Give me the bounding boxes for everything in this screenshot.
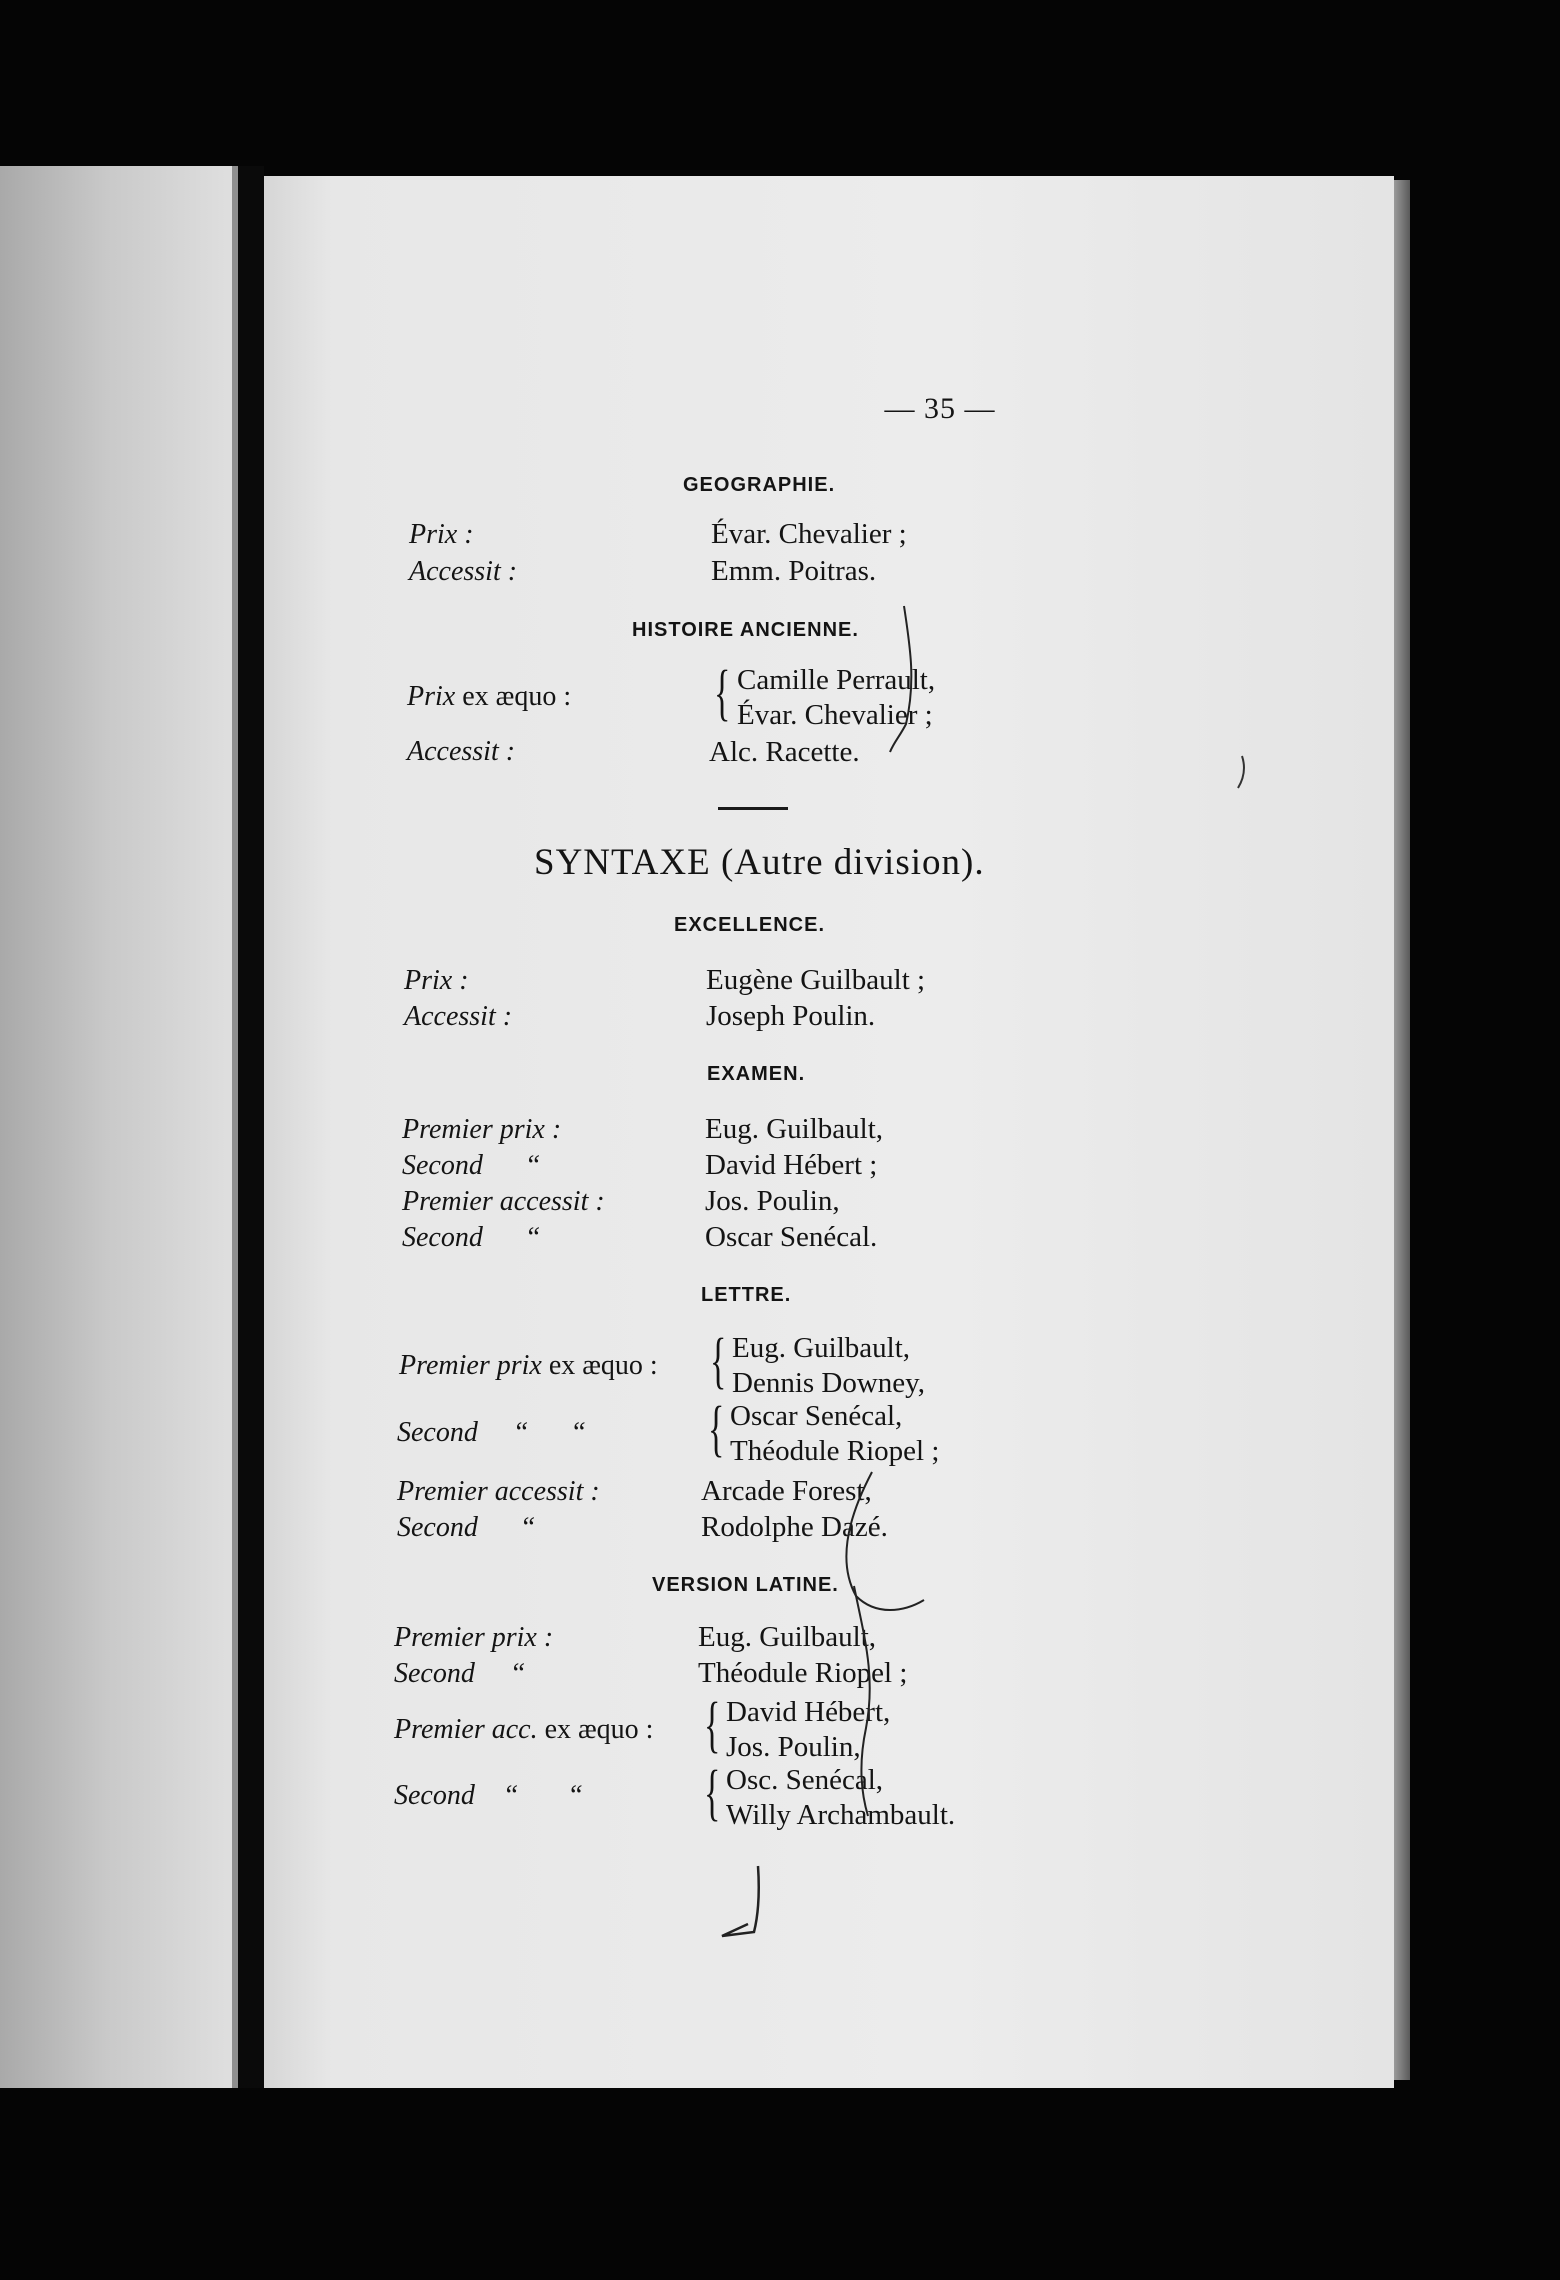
document-page [264,176,1394,2088]
geographie-prix-label: Prix : [409,519,474,550]
version-second2-name-2: Willy Archambault. [726,1799,956,1831]
version-acc-name-2: Jos. Poulin, [726,1731,861,1763]
lettre-second-name-1: Oscar Senécal, [730,1400,903,1432]
version-acc-name-1: David Hébert, [726,1696,891,1728]
lettre-premier-suffix: ex æquo : [541,1350,658,1381]
version-acc-word: Premier acc. [394,1714,538,1745]
examen-row-label-1: Premier prix : [402,1114,562,1145]
examen-row-name-3: Jos. Poulin, [705,1185,840,1217]
version-second-name: Théodule Riopel ; [698,1657,908,1689]
lettre-second-label: Second “ “ [397,1417,586,1448]
version-second-label: Second “ [394,1658,526,1689]
lettre-premier-name-1: Eug. Guilbault, [732,1332,911,1364]
geographie-prix-name: Évar. Chevalier ; [711,518,907,550]
lettre-premier-word: Premier prix [399,1350,542,1381]
page-number: — 35 — [884,392,996,425]
section-divider-rule [718,807,788,810]
version-acc-suffix: ex æquo : [537,1714,654,1745]
lettre-premier-label [399,1350,658,1382]
version-heading: VERSION LATINE. [652,1574,839,1596]
examen-row-label-3: Premier accessit : [402,1186,605,1217]
histoire-prix-word: Prix [407,681,456,712]
histoire-brace: { [714,659,731,727]
excellence-prix-label: Prix : [404,965,469,996]
version-second2-label: Second “ “ [394,1780,583,1811]
geographie-accessit-name: Emm. Poitras. [711,555,877,587]
histoire-prix-name-1: Camille Perrault, [737,664,936,696]
version-premier-name: Eug. Guilbault, [698,1621,877,1653]
examen-row-name-2: David Hébert ; [705,1149,878,1181]
histoire-prix-label [407,681,571,713]
excellence-accessit-label: Accessit : [404,1001,513,1032]
lettre-premier-brace: { [710,1327,727,1395]
histoire-prix-suffix: ex æquo : [455,681,572,712]
lettre-accessit-label: Premier accessit : [397,1476,600,1507]
section-title: SYNTAXE (Autre division). [534,842,985,883]
excellence-accessit-name: Joseph Poulin. [706,1000,876,1032]
version-acc-label [394,1714,653,1746]
histoire-prix-name-2: Évar. Chevalier ; [737,699,933,731]
book-gutter [238,166,264,2088]
geographie-accessit-label: Accessit : [409,556,518,587]
page-edge-shadow [1394,180,1410,2080]
examen-row-name-4: Oscar Senécal. [705,1221,878,1253]
facing-page-fragment [0,166,238,2088]
lettre-second2-label: Second “ [397,1512,536,1543]
version-second2-name-1: Osc. Senécal, [726,1764,884,1796]
lettre-second2-name: Rodolphe Dazé. [701,1511,888,1543]
lettre-accessit-name: Arcade Forest, [701,1475,872,1507]
histoire-accessit-label: Accessit : [407,736,516,767]
version-premier-label: Premier prix : [394,1622,554,1653]
examen-row-name-1: Eug. Guilbault, [705,1113,884,1145]
excellence-prix-name: Eugène Guilbault ; [706,964,926,996]
lettre-second-name-2: Théodule Riopel ; [730,1435,940,1467]
version-acc-brace: { [704,1691,721,1759]
histoire-accessit-name: Alc. Racette. [709,736,860,768]
lettre-heading: LETTRE. [701,1284,792,1306]
examen-row-label-4: Second “ [402,1222,541,1253]
lettre-premier-name-2: Dennis Downey, [732,1367,926,1399]
examen-row-label-2: Second “ [402,1150,541,1181]
examen-heading: EXAMEN. [707,1063,806,1085]
lettre-second-brace: { [708,1395,725,1463]
geographie-heading: GEOGRAPHIE. [683,474,836,496]
excellence-heading: EXCELLENCE. [674,914,826,936]
histoire-heading: HISTOIRE ANCIENNE. [632,619,859,641]
version-second2-brace: { [704,1759,721,1827]
